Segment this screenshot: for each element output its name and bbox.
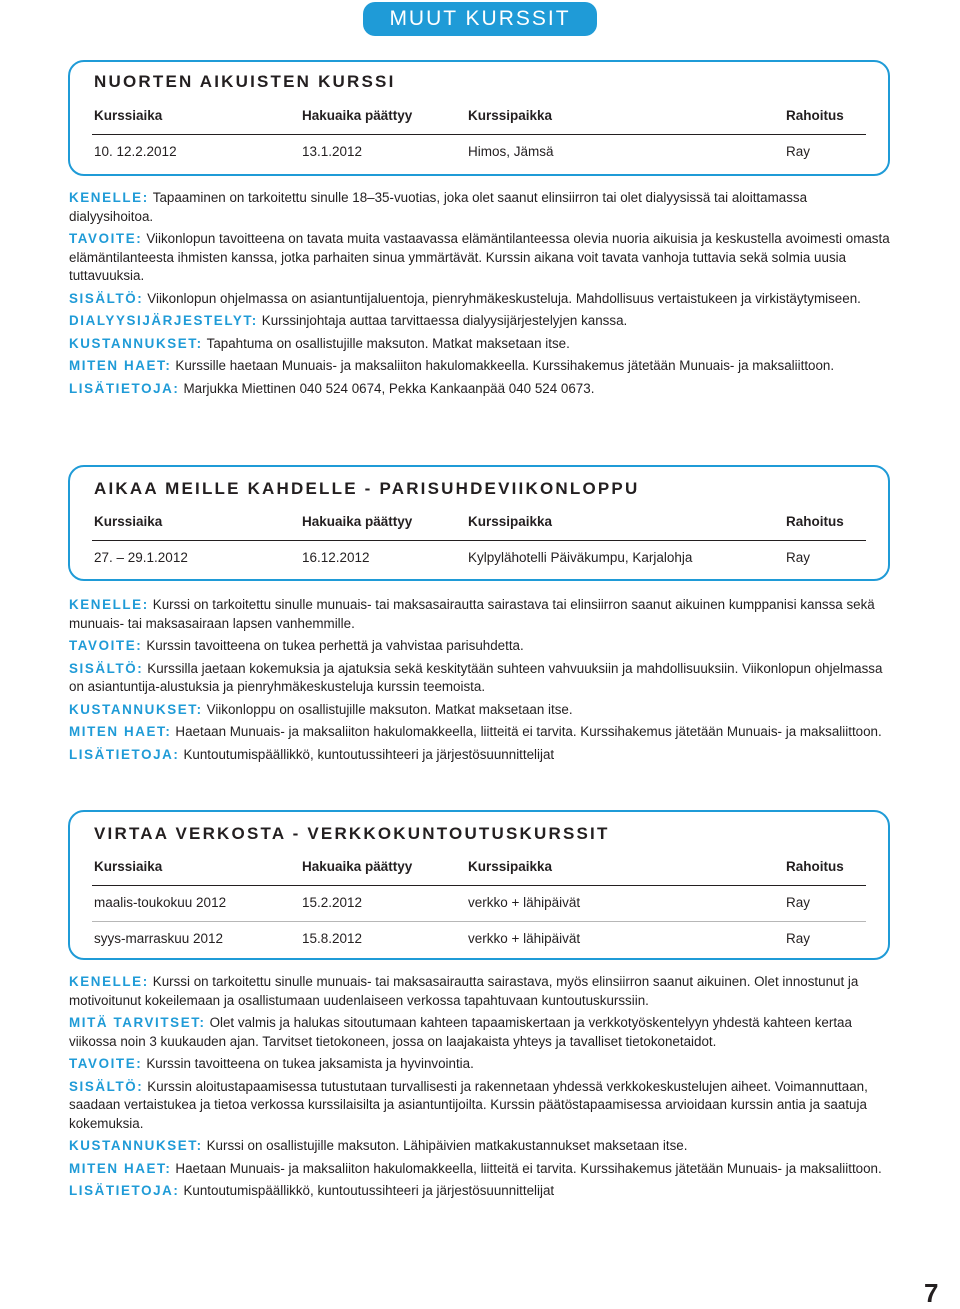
- detail-tavoite: TAVOITE: Viikonlopun tavoitteena on tavata muita vastaavassa elämäntilanteessa olevia nuoria aikuisia ja keskustella avoimesti omasta elämäntilanteesta ihmisten kanssa, jotka parhaiten sinua ymmärtävät. Kurssin aikana voit tavata vanhoja tuttavia sekä solmia uusia tuttavuuksia.: [69, 231, 890, 283]
- table-row: [70, 885, 888, 921]
- detail-tavoite: TAVOITE: Kurssin tavoitteena on tukea jaksamista ja hyvinvointia.: [69, 1056, 474, 1071]
- cell-kurssipaikka: Kylpylähotelli Päiväkumpu, Karjalohja: [468, 550, 693, 565]
- cell-kurssiaika: maalis-toukokuu 2012: [94, 895, 227, 910]
- course-box-virtaa-verkosta: [68, 810, 890, 960]
- header-hakuaika: Hakuaika päättyy: [302, 514, 413, 529]
- page-number: 7: [924, 1278, 939, 1308]
- cell-hakuaika: 16.12.2012: [302, 550, 370, 565]
- cell-hakuaika: 15.2.2012: [302, 895, 363, 910]
- course-details-3: [69, 973, 893, 1205]
- detail-kenelle: KENELLE: Kurssi on tarkoitettu sinulle munuais- tai maksasairautta sairastava, myös elinsiirron saanut aikuinen. Olet innostunut ja motivoitunut kokeilemaan ja osallistumaan uudenlaiseen verkossa tapahtuvaan kuntoutuskurssiin.: [69, 974, 859, 1008]
- cell-hakuaika: 15.8.2012: [302, 931, 363, 946]
- course-box-parisuhdeviikonloppu: [68, 465, 890, 581]
- detail-sisalto: SISÄLTÖ: Kurssin aloitustapaamisessa tutustutaan turvallisesti ja rakennetaan yhdessä verkkokeskustelujen aiheet. Voimannuttaan, saadaan vertaistukea ja tietoa verkossa kurssilaisilta ja asiantuntijoilta. Kurssin päätöstapaamisessa arvioidaan kurssin antia ja saatuja kokemuksia.: [69, 1078, 868, 1131]
- detail-lisatietoja: LISÄTIETOJA: Marjukka Miettinen 040 524 0674, Pekka Kankaanpää 040 524 0673.: [69, 380, 595, 396]
- header-kurssiaika: Kurssiaika: [94, 859, 163, 874]
- detail-dialyysijarjestelyt: DIALYYSIJÄRJESTELYT: Kurssinjohtaja auttaa tarvittaessa dialyysijärjestelyjen kanssa.: [69, 313, 628, 328]
- header-kurssipaikka: Kurssipaikka: [468, 108, 553, 123]
- cell-kurssipaikka: verkko + lähipäivät: [468, 895, 581, 910]
- table-row: [70, 921, 888, 957]
- cell-kurssipaikka: Himos, Jämsä: [468, 144, 554, 159]
- table-row: [70, 134, 888, 170]
- cell-kurssiaika: 10. 12.2.2012: [94, 144, 177, 159]
- detail-miten-haet: MITEN HAET: Haetaan Munuais- ja maksaliiton hakulomakkeella, liitteitä ei tarvita. Kurssihakemus jätetään Munuais- ja maksaliittoon.: [69, 1160, 882, 1176]
- detail-kustannukset: KUSTANNUKSET: Kurssi on osallistujille maksuton. Lähipäivien matkakustannukset maksetaan itse.: [69, 1138, 688, 1153]
- cell-kurssiaika: syys-marraskuu 2012: [94, 931, 224, 946]
- detail-mita-tarvitset: MITÄ TARVITSET: Olet valmis ja halukas sitoutumaan kahteen tapaamiskertaan ja verkkotyöskentelyyn yhdestä kahteen kertaa viikossa noin 3 kuukauden ajan. Tarvitset tietokoneen, jossa on laajakaista yhteys ja tavalliset tietokonetaidot.: [69, 1015, 852, 1049]
- course-details-2: [69, 596, 893, 768]
- detail-tavoite: TAVOITE: Kurssin tavoitteena on tukea perhettä ja vahvistaa parisuhdetta.: [69, 638, 524, 653]
- header-kurssipaikka: Kurssipaikka: [468, 859, 553, 874]
- course-details-1: [69, 189, 893, 402]
- section-banner: MUUT KURSSIT: [363, 2, 597, 36]
- cell-rahoitus: Ray: [786, 895, 811, 910]
- cell-rahoitus: Ray: [786, 550, 811, 565]
- cell-hakuaika: 13.1.2012: [302, 144, 363, 159]
- detail-miten-haet: MITEN HAET: Kurssille haetaan Munuais- ja maksaliiton hakulomakkeella. Kurssihakemus jätetään Munuais- ja maksaliittoon.: [69, 358, 835, 373]
- detail-kustannukset: KUSTANNUKSET: Viikonloppu on osallistujille maksuton. Matkat maksetaan itse.: [69, 701, 573, 717]
- detail-kenelle: KENELLE: Kurssi on tarkoitettu sinulle munuais- tai maksasairautta sairastava tai elinsiirron saanut aikuinen kumppanisi kanssa sekä munuais- tai maksasairaan lapsen vanhemmille.: [69, 597, 875, 631]
- detail-sisalto: SISÄLTÖ: Viikonlopun ohjelmassa on asiantuntijaluentoja, pienryhmäkeskusteluja. Mahdollisuus vertaistukeen ja virkistäytymiseen.: [69, 290, 861, 306]
- table-header-row: [70, 504, 888, 540]
- cell-kurssipaikka: verkko + lähipäivät: [468, 931, 581, 946]
- detail-kenelle: KENELLE: Tapaaminen on tarkoitettu sinulle 18–35-vuotias, joka olet saanut elinsiirron tai olet dialyysissä tai aloittamassa dialyysihoitoa.: [69, 190, 808, 224]
- detail-miten-haet: MITEN HAET: Haetaan Munuais- ja maksaliiton hakulomakkeella, liitteitä ei tarvita. Kurssihakemus jätetään Munuais- ja maksaliittoon.: [69, 724, 882, 739]
- header-rahoitus: Rahoitus: [786, 108, 844, 123]
- table-row: [70, 540, 888, 576]
- cell-rahoitus: Ray: [786, 144, 811, 159]
- detail-lisatietoja: LISÄTIETOJA: Kuntoutumispäällikkö, kuntoutussihteeri ja järjestösuunnittelijat: [69, 1183, 555, 1198]
- table-header-row: [70, 849, 888, 885]
- header-kurssiaika: Kurssiaika: [94, 108, 163, 123]
- header-rahoitus: Rahoitus: [786, 514, 844, 529]
- course-box-nuorten-aikuisten: [68, 60, 890, 176]
- table-header-row: [70, 98, 888, 134]
- header-kurssiaika: Kurssiaika: [94, 514, 163, 529]
- detail-sisalto: SISÄLTÖ: Kurssilla jaetaan kokemuksia ja ajatuksia sekä keskitytään suhteen vahvuuksiin ja mahdollisuuksiin. Viikonlopun ohjelmassa on asiantuntija-alustuksia ja pienryhmäkeskusteluja kurssin teemoista.: [69, 660, 883, 694]
- course-title: AIKAA MEILLE KAHDELLE - PARISUHDEVIIKONLOPPU: [94, 479, 640, 498]
- cell-kurssiaika: 27. – 29.1.2012: [94, 550, 188, 565]
- course-title: VIRTAA VERKOSTA - VERKKOKUNTOUTUSKURSSIT: [94, 824, 610, 843]
- header-hakuaika: Hakuaika päättyy: [302, 859, 413, 874]
- detail-kustannukset: KUSTANNUKSET: Tapahtuma on osallistujille maksuton. Matkat maksetaan itse.: [69, 335, 570, 351]
- header-hakuaika: Hakuaika päättyy: [302, 108, 413, 123]
- detail-lisatietoja: LISÄTIETOJA: Kuntoutumispäällikkö, kuntoutussihteeri ja järjestösuunnittelijat: [69, 746, 555, 762]
- course-title: NUORTEN AIKUISTEN KURSSI: [94, 72, 396, 91]
- header-rahoitus: Rahoitus: [786, 859, 844, 874]
- cell-rahoitus: Ray: [786, 931, 811, 946]
- header-kurssipaikka: Kurssipaikka: [468, 514, 553, 529]
